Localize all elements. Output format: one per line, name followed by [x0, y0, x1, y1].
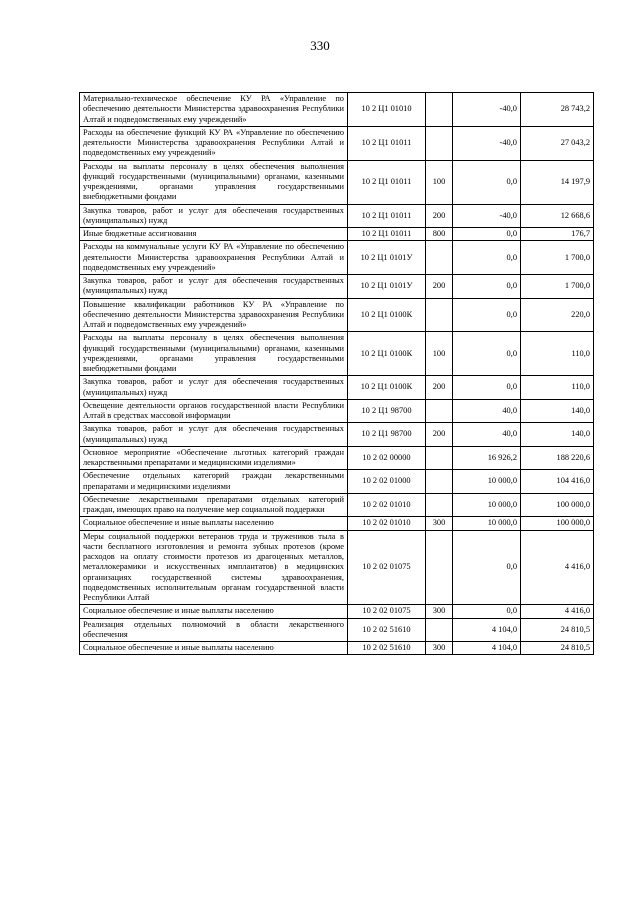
row-change-cell: 0,0: [453, 530, 521, 605]
row-code-cell: 10 2 Ц1 0100К: [348, 376, 426, 400]
row-expense-type-cell: [426, 298, 453, 332]
row-total-cell: 100 000,0: [521, 493, 594, 517]
row-expense-type-cell: 300: [426, 517, 453, 530]
row-total-cell: 24 810,5: [521, 642, 594, 655]
table-row: [80, 93, 594, 127]
row-change-cell: 10 000,0: [453, 517, 521, 530]
row-expense-type-cell: [426, 399, 453, 423]
row-change-cell: 40,0: [453, 399, 521, 423]
row-change-cell: 4 104,0: [453, 618, 521, 642]
row-total-cell: 24 810,5: [521, 618, 594, 642]
table-row: [80, 642, 594, 655]
row-expense-type-cell: 300: [426, 605, 453, 618]
row-name-cell: Иные бюджетные ассигнования: [80, 228, 348, 241]
table-row: [80, 605, 594, 618]
row-expense-type-cell: 100: [426, 160, 453, 204]
table-row: [80, 298, 594, 332]
table-row: [80, 241, 594, 275]
row-total-cell: 220,0: [521, 298, 594, 332]
row-total-cell: 100 000,0: [521, 517, 594, 530]
row-code-cell: 10 2 Ц1 98700: [348, 423, 426, 447]
row-expense-type-cell: 200: [426, 376, 453, 400]
row-expense-type-cell: 800: [426, 228, 453, 241]
table-row: [80, 160, 594, 204]
row-change-cell: 0,0: [453, 228, 521, 241]
row-code-cell: 10 2 Ц1 0101У: [348, 275, 426, 299]
row-change-cell: -40,0: [453, 93, 521, 127]
row-total-cell: 110,0: [521, 376, 594, 400]
table-row: [80, 493, 594, 517]
table-row: [80, 399, 594, 423]
row-code-cell: 10 2 Ц1 98700: [348, 399, 426, 423]
row-expense-type-cell: [426, 93, 453, 127]
row-name-cell: Социальное обеспечение и иные выплаты населению: [80, 642, 348, 655]
row-expense-type-cell: [426, 470, 453, 494]
budget-table: [79, 92, 594, 655]
row-code-cell: 10 2 02 51610: [348, 618, 426, 642]
row-code-cell: 10 2 02 01010: [348, 517, 426, 530]
table-row: [80, 204, 594, 228]
row-code-cell: 10 2 02 01010: [348, 493, 426, 517]
row-code-cell: 10 2 02 01075: [348, 530, 426, 605]
row-total-cell: 140,0: [521, 423, 594, 447]
row-code-cell: 10 2 Ц1 0100К: [348, 298, 426, 332]
row-name-cell: Закупка товаров, работ и услуг для обеспечения государственных (муниципальных) нужд: [80, 376, 348, 400]
row-total-cell: 4 416,0: [521, 605, 594, 618]
row-name-cell: Закупка товаров, работ и услуг для обеспечения государственных (муниципальных) нужд: [80, 204, 348, 228]
row-change-cell: 0,0: [453, 605, 521, 618]
table-row: [80, 228, 594, 241]
row-total-cell: 176,7: [521, 228, 594, 241]
row-expense-type-cell: [426, 493, 453, 517]
row-total-cell: 27 043,2: [521, 126, 594, 160]
row-change-cell: 0,0: [453, 241, 521, 275]
table-row: [80, 517, 594, 530]
row-change-cell: 10 000,0: [453, 493, 521, 517]
page-number: 330: [310, 38, 330, 53]
row-expense-type-cell: [426, 241, 453, 275]
table-row: [80, 530, 594, 605]
row-name-cell: Социальное обеспечение и иные выплаты населению: [80, 517, 348, 530]
row-total-cell: 12 668,6: [521, 204, 594, 228]
row-expense-type-cell: 200: [426, 275, 453, 299]
row-change-cell: 16 926,2: [453, 446, 521, 470]
row-name-cell: Повышение квалификации работников КУ РА «Управление по обеспечению деятельности Министерства здравоохранения Республики Алтай и подведомственных ему учреждений»: [80, 298, 348, 332]
row-code-cell: 10 2 Ц1 01011: [348, 228, 426, 241]
table-row: [80, 446, 594, 470]
row-code-cell: 10 2 Ц1 0101У: [348, 241, 426, 275]
row-total-cell: 104 416,0: [521, 470, 594, 494]
row-name-cell: Закупка товаров, работ и услуг для обеспечения государственных (муниципальных) нужд: [80, 275, 348, 299]
row-name-cell: Обеспечение лекарственными препаратами отдельных категорий граждан, имеющих право на получение мер социальной поддержки: [80, 493, 348, 517]
table-row: [80, 470, 594, 494]
row-total-cell: 1 700,0: [521, 275, 594, 299]
row-expense-type-cell: 200: [426, 423, 453, 447]
row-total-cell: 28 743,2: [521, 93, 594, 127]
row-change-cell: 0,0: [453, 376, 521, 400]
row-name-cell: Расходы на выплаты персоналу в целях обеспечения выполнения функций государственными (муниципальными) органами, казенными учреждениями, органами управления государственными внебюджетными фондами: [80, 160, 348, 204]
row-code-cell: 10 2 02 51610: [348, 642, 426, 655]
row-change-cell: 0,0: [453, 275, 521, 299]
row-change-cell: -40,0: [453, 204, 521, 228]
row-expense-type-cell: 300: [426, 642, 453, 655]
row-name-cell: Закупка товаров, работ и услуг для обеспечения государственных (муниципальных) нужд: [80, 423, 348, 447]
row-code-cell: 10 2 02 01000: [348, 470, 426, 494]
row-name-cell: Основное мероприятие «Обеспечение льготных категорий граждан лекарственными препаратами и медицинскими изделиями»: [80, 446, 348, 470]
row-total-cell: 140,0: [521, 399, 594, 423]
row-name-cell: Социальное обеспечение и иные выплаты населению: [80, 605, 348, 618]
row-code-cell: 10 2 02 01075: [348, 605, 426, 618]
row-expense-type-cell: [426, 618, 453, 642]
row-change-cell: 40,0: [453, 423, 521, 447]
row-change-cell: 4 104,0: [453, 642, 521, 655]
row-expense-type-cell: [426, 530, 453, 605]
row-name-cell: Реализация отдельных полномочий в области лекарственного обеспечения: [80, 618, 348, 642]
row-code-cell: 10 2 Ц1 01010: [348, 93, 426, 127]
row-change-cell: 10 000,0: [453, 470, 521, 494]
row-name-cell: Материально-техническое обеспечение КУ РА «Управление по обеспечению деятельности Министерства здравоохранения Республики Алтай и подведомственных ему учреждений»: [80, 93, 348, 127]
row-expense-type-cell: [426, 126, 453, 160]
row-name-cell: Меры социальной поддержки ветеранов труда и тружеников тыла в части бесплатного изготовления и ремонта зубных протезов (кроме расходов на оплату стоимости протезов из драгоценных металлов, металлокерамики и искусственных имплантатов) в медицинских организациях государственной системы здравоохранения, подведомственных исполнительным органам государственной власти Республики Алтай: [80, 530, 348, 605]
row-code-cell: 10 2 Ц1 0100К: [348, 332, 426, 376]
row-total-cell: 188 220,6: [521, 446, 594, 470]
table-row: [80, 126, 594, 160]
table-row: [80, 618, 594, 642]
row-change-cell: 0,0: [453, 298, 521, 332]
table-row: [80, 423, 594, 447]
row-total-cell: 1 700,0: [521, 241, 594, 275]
row-expense-type-cell: [426, 446, 453, 470]
row-expense-type-cell: 100: [426, 332, 453, 376]
row-code-cell: 10 2 Ц1 01011: [348, 126, 426, 160]
row-name-cell: Освещение деятельности органов государственной власти Республики Алтай в средствах массовой информации: [80, 399, 348, 423]
row-expense-type-cell: 200: [426, 204, 453, 228]
row-code-cell: 10 2 Ц1 01011: [348, 160, 426, 204]
table-row: [80, 332, 594, 376]
row-code-cell: 10 2 02 00000: [348, 446, 426, 470]
row-total-cell: 4 416,0: [521, 530, 594, 605]
row-name-cell: Обеспечение отдельных категорий граждан лекарственными препаратами и медицинскими изделиями: [80, 470, 348, 494]
table-row: [80, 275, 594, 299]
row-total-cell: 110,0: [521, 332, 594, 376]
row-change-cell: 0,0: [453, 332, 521, 376]
row-change-cell: 0,0: [453, 160, 521, 204]
row-code-cell: 10 2 Ц1 01011: [348, 204, 426, 228]
row-change-cell: -40,0: [453, 126, 521, 160]
budget-table-body: [80, 93, 594, 655]
row-name-cell: Расходы на коммунальные услуги КУ РА «Управление по обеспечению деятельности Министерства здравоохранения Республики Алтай и подведомственных ему учреждений»: [80, 241, 348, 275]
row-total-cell: 14 197,9: [521, 160, 594, 204]
row-name-cell: Расходы на выплаты персоналу в целях обеспечения выполнения функций государственными (муниципальными) органами, казенными учреждениями, органами управления государственными внебюджетными фондами: [80, 332, 348, 376]
table-row: [80, 376, 594, 400]
row-name-cell: Расходы на обеспечение функций КУ РА «Управление по обеспечению деятельности Министерства здравоохранения Республики Алтай и подведомственных ему учреждений»: [80, 126, 348, 160]
